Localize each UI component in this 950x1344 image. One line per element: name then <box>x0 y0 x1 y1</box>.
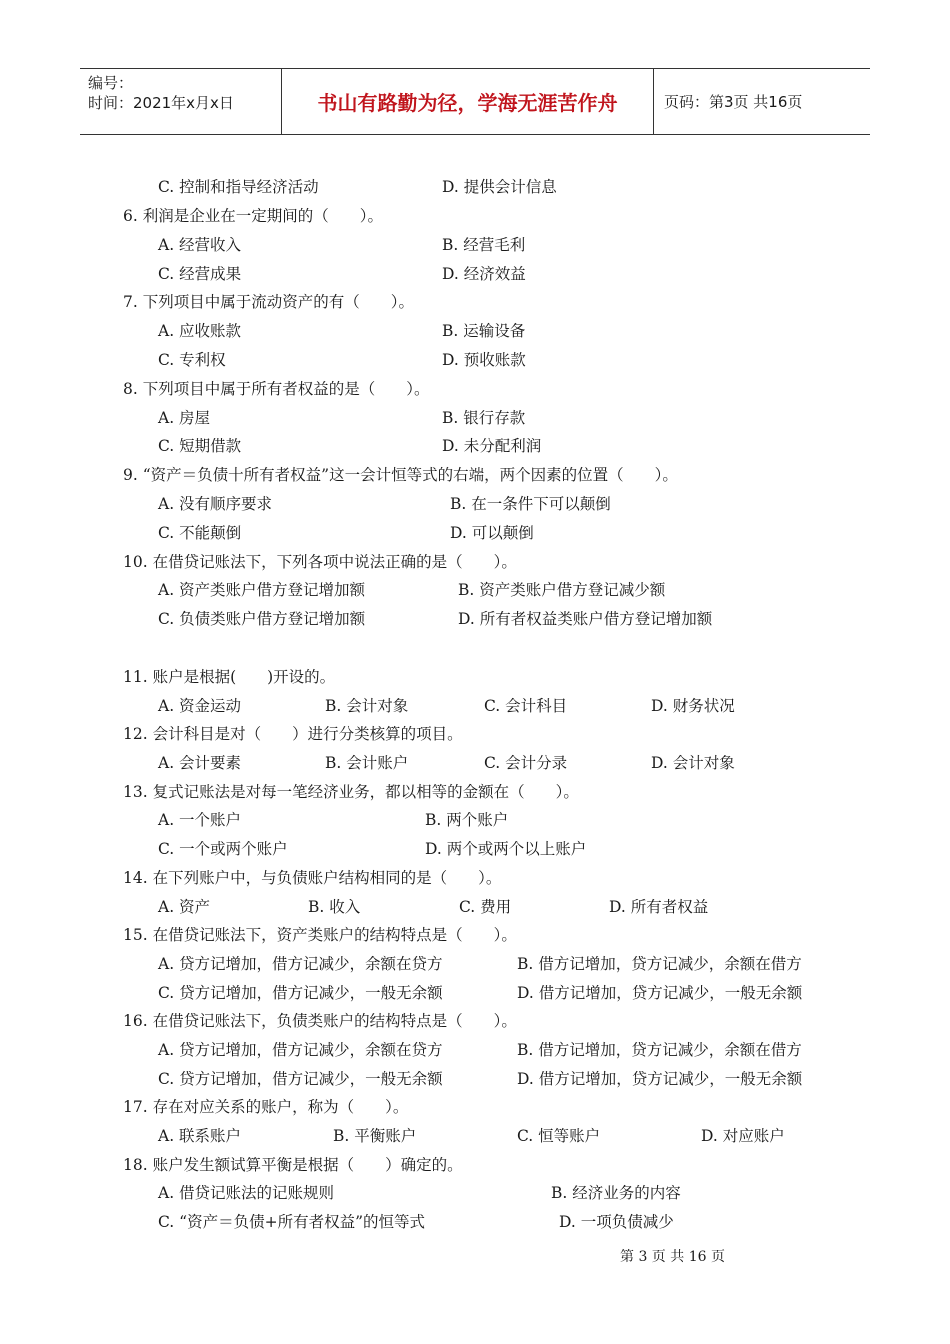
option-text: C. 控制和指导经济活动 <box>158 178 319 196</box>
option-text: C. 负债类账户借方登记增加额 <box>158 610 366 628</box>
option-text: A. 房屋 <box>158 409 211 427</box>
option-text: D. 财务状况 <box>651 697 735 715</box>
option-text: A. 资产 <box>158 898 211 916</box>
option-text: D. 两个或两个以上账户 <box>425 840 587 858</box>
option-text: A. 贷方记增加，借方记减少，余额在贷方 <box>158 955 443 973</box>
option-text: A. 经营收入 <box>158 236 242 254</box>
question-text: 15. 在借贷记账法下，资产类账户的结构特点是（ ）。 <box>123 926 517 944</box>
option-text: D. 借方记增加，贷方记减少，一般无余额 <box>517 984 803 1002</box>
option-text: A. 会计要素 <box>158 754 242 772</box>
header-left-cell <box>80 69 282 134</box>
question-text: 9. “资产＝负债十所有者权益”这一会计恒等式的右端，两个因素的位置（ ）。 <box>123 466 678 484</box>
option-text: A. 联系账户 <box>158 1127 242 1145</box>
option-text: D. 经济效益 <box>442 265 526 283</box>
question-text: 17. 存在对应关系的账户，称为（ ）。 <box>123 1098 409 1116</box>
option-text: C. 会计科目 <box>484 697 568 715</box>
option-text: B. 经营毛利 <box>442 236 526 254</box>
option-text: B. 收入 <box>308 898 361 916</box>
option-text: B. 银行存款 <box>442 409 526 427</box>
option-text: D. 未分配利润 <box>442 437 542 455</box>
question-text: 6. 利润是企业在一定期间的（ ）。 <box>123 207 383 225</box>
document-number-label: 编号： <box>88 74 134 92</box>
option-text: A. 资产类账户借方登记增加额 <box>158 581 366 599</box>
option-text: D. 所有者权益 <box>609 898 709 916</box>
option-text: B. 资产类账户借方登记减少额 <box>458 581 666 599</box>
option-text: B. 会计账户 <box>325 754 409 772</box>
option-text: C. 贷方记增加，借方记减少，一般无余额 <box>158 1070 443 1088</box>
option-text: D. 预收账款 <box>442 351 526 369</box>
question-text: 10. 在借贷记账法下，下列各项中说法正确的是（ ）。 <box>123 553 517 571</box>
option-text: D. 可以颠倒 <box>450 524 534 542</box>
option-text: A. 没有顺序要求 <box>158 495 273 513</box>
option-text: A. 一个账户 <box>158 811 242 829</box>
question-text: 18. 账户发生额试算平衡是根据（ ）确定的。 <box>123 1156 463 1174</box>
option-text: B. 借方记增加，贷方记减少，余额在借方 <box>517 1041 802 1059</box>
option-text: C. 恒等账户 <box>517 1127 601 1145</box>
option-text: B. 平衡账户 <box>333 1127 417 1145</box>
option-text: A. 应收账款 <box>158 322 242 340</box>
question-text: 8. 下列项目中属于所有者权益的是（ ）。 <box>123 380 430 398</box>
option-text: B. 借方记增加，贷方记减少，余额在借方 <box>517 955 802 973</box>
question-text: 12. 会计科目是对（ ）进行分类核算的项目。 <box>123 725 463 743</box>
question-text: 16. 在借贷记账法下，负债类账户的结构特点是（ ）。 <box>123 1012 517 1030</box>
option-text: D. 所有者权益类账户借方登记增加额 <box>458 610 713 628</box>
option-text: B. 经济业务的内容 <box>551 1184 681 1202</box>
option-text: C. 专利权 <box>158 351 226 369</box>
header-motto: 书山有路勤为径，学海无涯苦作舟 <box>282 69 654 134</box>
page-footer: 第 3 页 共 16 页 <box>620 1249 725 1265</box>
option-text: D. 提供会计信息 <box>442 178 557 196</box>
question-text: 11. 账户是根据( )开设的。 <box>123 668 336 686</box>
option-text: C. “资产＝负债+所有者权益”的恒等式 <box>158 1213 425 1231</box>
option-text: A. 借贷记账法的记账规则 <box>158 1184 335 1202</box>
option-text: D. 借方记增加，贷方记减少，一般无余额 <box>517 1070 803 1088</box>
page-header <box>80 68 870 135</box>
option-text: A. 贷方记增加，借方记减少，余额在贷方 <box>158 1041 443 1059</box>
question-text: 7. 下列项目中属于流动资产的有（ ）。 <box>123 293 414 311</box>
option-text: B. 运输设备 <box>442 322 526 340</box>
option-text: C. 贷方记增加，借方记减少，一般无余额 <box>158 984 443 1002</box>
option-text: B. 会计对象 <box>325 697 409 715</box>
option-text: C. 会计分录 <box>484 754 568 772</box>
option-text: D. 对应账户 <box>701 1127 785 1145</box>
header-page-info: 页码：第3页 共16页 <box>664 93 803 111</box>
option-text: D. 会计对象 <box>651 754 735 772</box>
option-text: B. 在一条件下可以颠倒 <box>450 495 611 513</box>
question-text: 13. 复式记账法是对每一笔经济业务，都以相等的金额在（ ）。 <box>123 783 579 801</box>
document-time-label: 时间：2021年x月x日 <box>88 94 234 112</box>
option-text: C. 经营成果 <box>158 265 242 283</box>
option-text: C. 短期借款 <box>158 437 242 455</box>
option-text: A. 资金运动 <box>158 697 242 715</box>
option-text: C. 费用 <box>459 898 512 916</box>
option-text: D. 一项负债减少 <box>559 1213 674 1231</box>
option-text: C. 一个或两个账户 <box>158 840 288 858</box>
question-text: 14. 在下列账户中，与负债账户结构相同的是（ ）。 <box>123 869 502 887</box>
option-text: B. 两个账户 <box>425 811 509 829</box>
option-text: C. 不能颠倒 <box>158 524 242 542</box>
